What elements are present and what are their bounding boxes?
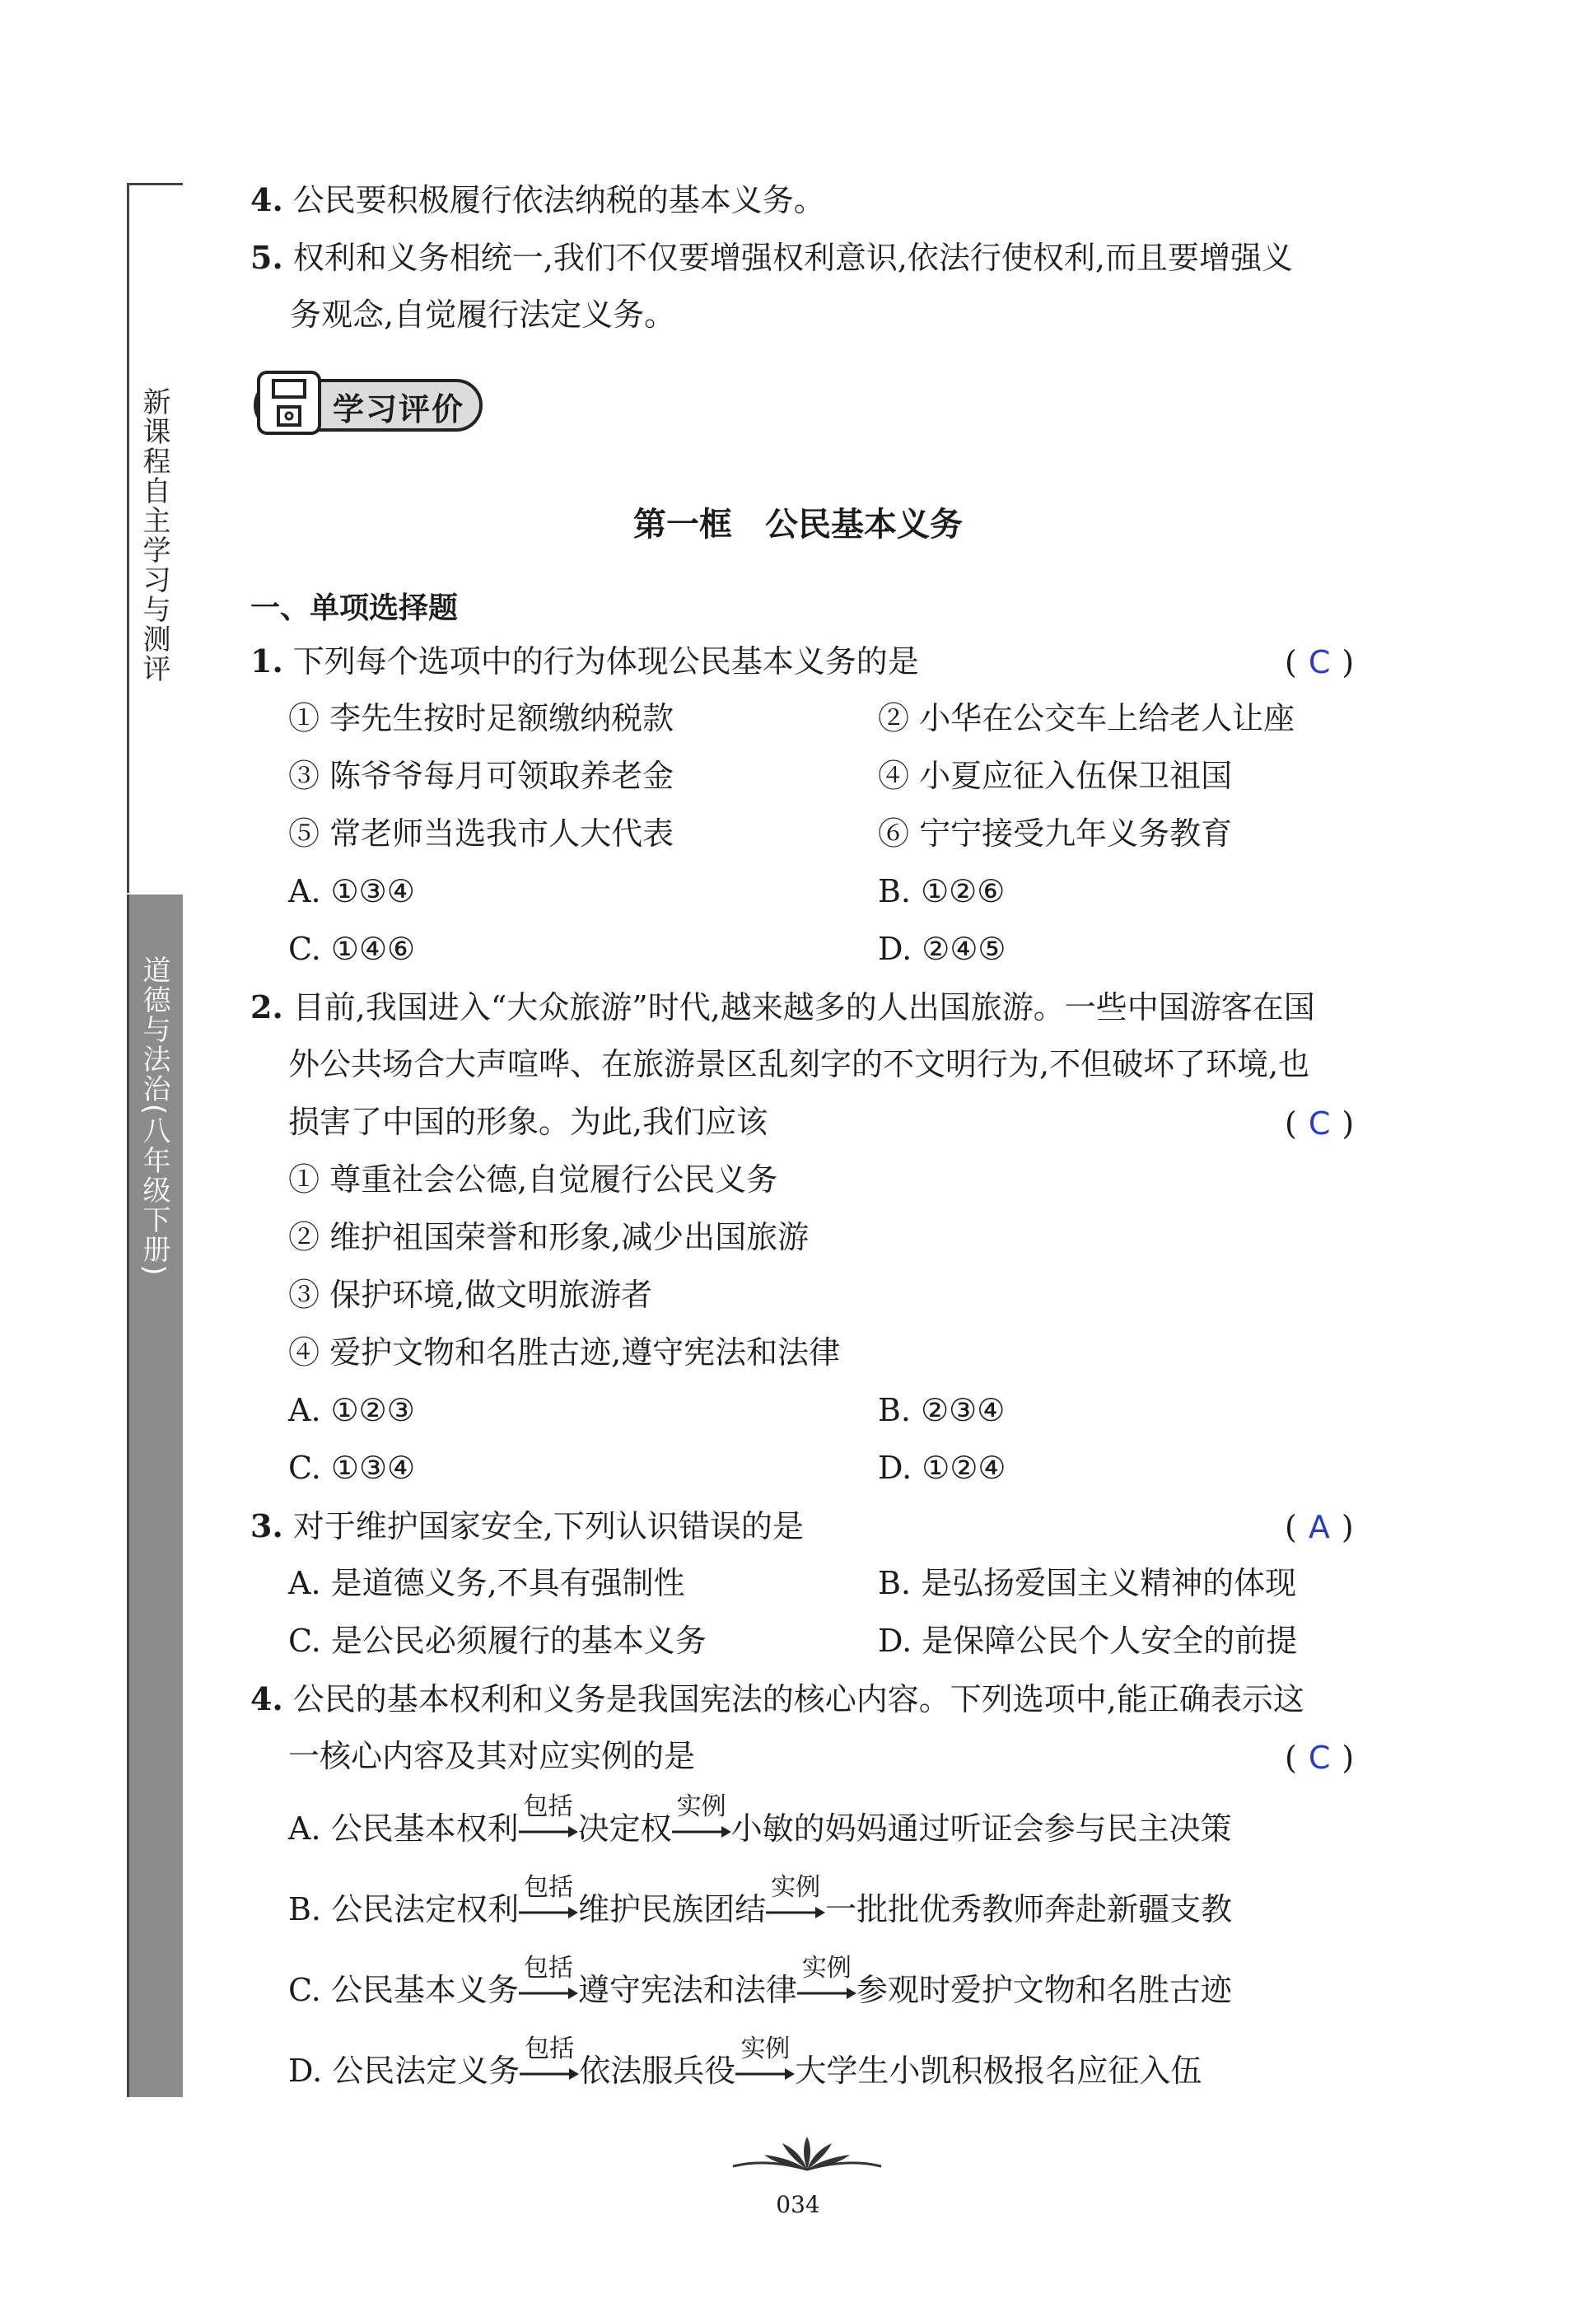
option-subcategory: 依法服兵役 [579,2053,736,2089]
question-2-statement: ① 尊重社会公德,自觉履行公民义务 [288,1161,778,1198]
question-3-answer-bracket: ( A ) [1285,1509,1354,1545]
option-letter: A. [288,1810,331,1847]
question-1-statement: ④ 小夏应征入伍保卫祖国 [878,758,1233,794]
section-title: 第一框 公民基本义务 [633,506,963,544]
arrow-label: 包括 [523,1953,573,1983]
arrow-label: 包括 [524,1872,574,1902]
question-3-answer: A [1308,1509,1330,1545]
side-tab-subject-title: 道德与法治(八年级下册) [138,955,170,1278]
right-arrow-icon [797,1953,856,2006]
question-1-statement: ⑤ 常老师当选我市人大代表 [288,815,674,852]
question-4-option-b [288,1872,1233,1927]
question-3-stem: 3. 对于维护国家安全,下列认识错误的是 [250,1507,804,1544]
right-arrow-icon [672,1791,731,1844]
question-4-answer: C [1308,1740,1331,1776]
question-2-answer-bracket: ( C ) [1285,1105,1355,1142]
question-1-answer-bracket: ( C ) [1285,644,1355,680]
question-3-option-b: B. 是弘扬爱国主义精神的体现 [878,1565,1297,1601]
option-subcategory: 维护民族团结 [578,1891,767,1927]
right-arrow-icon [766,1872,825,1925]
arrow-label: 实例 [771,1872,821,1902]
question-4-option-c [288,1953,1232,2008]
option-subcategory: 遵守宪法和法律 [577,1972,797,2008]
question-1-statement: ② 小华在公交车上给老人让座 [878,700,1295,736]
question-2-answer: C [1308,1105,1331,1142]
question-4-stem-line-2: 一核心内容及其对应实例的是 [288,1738,696,1774]
arrow-label: 实例 [801,1953,852,1983]
option-category: 公民基本义务 [330,1972,519,2008]
option-example: 参观时爱护文物和名胜古迹 [856,1972,1232,2008]
arrow-label: 包括 [523,1791,573,1821]
page-number: 034 [776,2191,820,2218]
option-letter: C. [288,1972,331,2008]
question-1-statement: ⑥ 宁宁接受九年义务教育 [878,815,1233,852]
summary-item-4: 4. 公民要积极履行依法纳税的基本义务。 [250,181,825,218]
arrow-label: 实例 [740,2034,791,2063]
question-2-option-b: B. ②③④ [878,1392,1006,1428]
question-3-option-d: D. 是保障公民个人安全的前提 [878,1623,1298,1659]
question-2-option-d: D. ①②④ [878,1450,1006,1486]
right-arrow-icon [519,1953,578,2006]
question-2-stem-line-2: 外公共场合大声喧哗、在旅游景区乱刻字的不文明行为,不但破坏了环境,也 [288,1046,1310,1082]
question-2-statement: ② 维护祖国荣誉和形象,减少出国旅游 [288,1219,810,1255]
option-category: 公民基本权利 [330,1810,519,1847]
right-arrow-icon [735,2034,795,2086]
question-2-option-a: A. ①②③ [288,1392,415,1428]
option-example: 大学生小凯积极报名应征入伍 [795,2053,1202,2089]
option-category: 公民法定权利 [331,1891,520,1927]
question-3-option-a: A. 是道德义务,不具有强制性 [288,1565,685,1601]
question-2-option-c: C. ①③④ [288,1450,416,1486]
badge-label: 学习评价 [333,391,465,427]
part-title: 一、单项选择题 [250,591,459,625]
question-1-answer: C [1308,644,1331,680]
option-letter: D. [288,2053,333,2089]
option-letter: B. [288,1891,332,1927]
floppy-disk-icon [257,371,321,435]
question-1-option-a: A. ①③④ [288,873,415,909]
question-1-stem: 1. 下列每个选项中的行为体现公民基本义务的是 [250,642,919,680]
question-1-statement: ③ 陈爷爷每月可领取养老金 [288,758,674,794]
question-4-answer-bracket: ( C ) [1285,1740,1355,1776]
question-1-statement: ① 李先生按时足额缴纳税款 [288,700,674,736]
option-category: 公民法定义务 [332,2053,520,2089]
footer-ornament-icon [725,2133,889,2183]
summary-item-5-continued: 务观念,自觉履行法定义务。 [290,297,676,333]
question-2-stem-line-1: 2. 目前,我国进入“大众旅游”时代,越来越多的人出国旅游。一些中国游客在国 [250,988,1315,1025]
right-arrow-icon [520,2034,579,2086]
summary-item-5: 5. 权利和义务相统一,我们不仅要增强权利意识,依法行使权利,而且要增强义 [250,239,1294,276]
question-3-option-c: C. 是公民必须履行的基本义务 [288,1623,707,1659]
question-4-option-a [288,1791,1232,1847]
question-1-option-b: B. ①②⑥ [878,873,1006,909]
question-1-option-d: D. ②④⑤ [878,931,1006,967]
side-tab-series-title: 新课程自主学习与测评 [138,387,170,684]
question-2-statement: ④ 爱护文物和名胜古迹,遵守宪法和法律 [288,1334,841,1371]
question-4-stem-line-1: 4. 公民的基本权利和义务是我国宪法的核心内容。下列选项中,能正确表示这 [250,1680,1304,1717]
question-2-stem-line-3: 损害了中国的形象。为此,我们应该 [288,1104,768,1140]
option-example: 一批批优秀教师奔赴新疆支教 [825,1891,1233,1927]
option-subcategory: 决定权 [577,1810,672,1847]
option-example: 小敏的妈妈通过听证会参与民主决策 [730,1810,1232,1847]
question-2-statement: ③ 保护环境,做文明旅游者 [288,1277,653,1313]
study-evaluation-badge [247,371,486,437]
right-arrow-icon [519,1872,578,1925]
question-4-option-d [288,2034,1202,2089]
arrow-label: 实例 [676,1791,726,1821]
arrow-label: 包括 [525,2034,575,2063]
right-arrow-icon [519,1791,578,1844]
question-1-option-c: C. ①④⑥ [288,931,416,967]
